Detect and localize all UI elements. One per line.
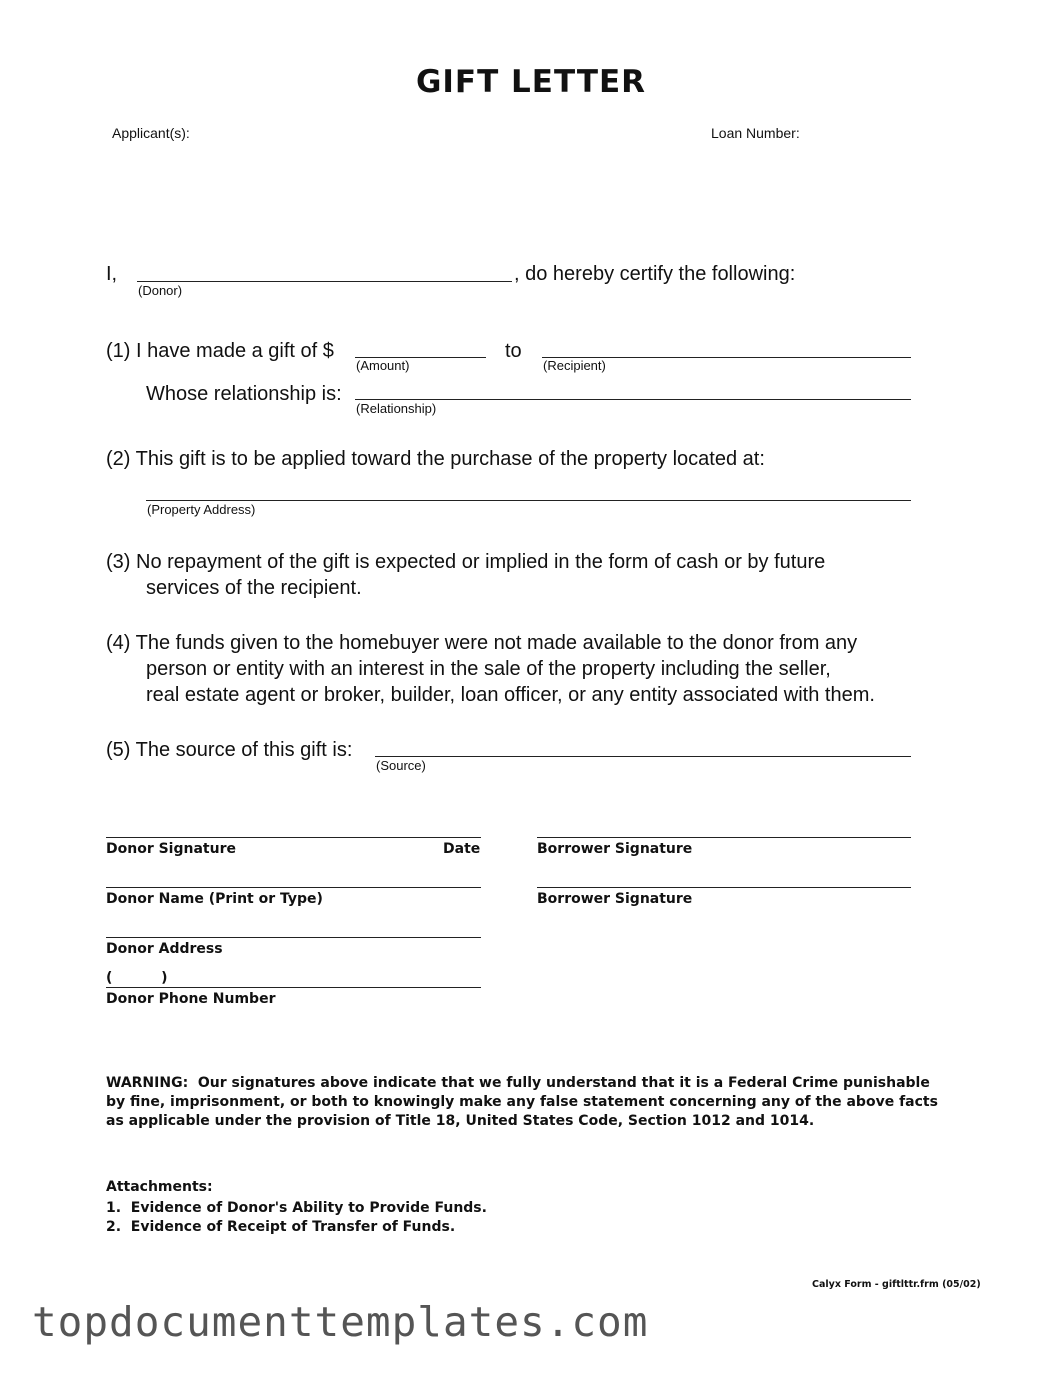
warning-line2: by fine, imprisonment, or both to knowingly make any false statement concerning any of the above facts [106,1094,938,1110]
warning-line3: as applicable under the provision of Title 18, United States Code, Section 1012 and 1014. [106,1113,815,1129]
relationship-text: Whose relationship is: [146,383,342,405]
property-address-caption: (Property Address) [147,502,256,517]
item3-line1: (3) No repayment of the gift is expected or implied in the form of cash or by future [106,551,826,573]
source-caption: (Source) [376,758,426,773]
relationship-line[interactable] [355,399,911,400]
donor-signature-line[interactable] [106,837,481,838]
form-footer: Calyx Form - giftlttr.frm (05/02) [812,1279,981,1290]
item4-line1: (4) The funds given to the homebuyer were not made available to the donor from any [106,632,858,654]
source-line[interactable] [375,756,911,757]
page-title: GIFT LETTER [415,64,647,100]
donor-address-label: Donor Address [106,941,223,957]
recipient-caption: (Recipient) [543,358,606,373]
property-address-line[interactable] [146,500,911,501]
watermark-text: topdocumenttemplates.com [32,1298,649,1346]
warning-line1: WARNING: Our signatures above indicate that we fully understand that it is a Federal Crime punishable [106,1075,930,1091]
intro-suffix: , do hereby certify the following: [514,263,796,285]
item2-text: (2) This gift is to be applied toward the purchase of the property located at: [106,448,765,470]
item4-line3: real estate agent or broker, builder, loan officer, or any entity associated with them. [146,684,875,706]
intro-prefix: I, [106,263,118,285]
date-label: Date [443,841,481,857]
borrower-signature-line-2[interactable] [537,887,911,888]
item4-line2: person or entity with an interest in the sale of the property including the seller, [146,658,831,680]
donor-phone-label: Donor Phone Number [106,991,276,1007]
donor-address-line[interactable] [106,937,481,938]
borrower-signature-label-2: Borrower Signature [537,891,693,907]
attachment-item-1: 1. Evidence of Donor's Ability to Provide Funds. [106,1200,487,1216]
applicants-label: Applicant(s): [112,125,190,141]
donor-name-label: Donor Name (Print or Type) [106,891,323,907]
attachment-item-2: 2. Evidence of Receipt of Transfer of Funds. [106,1219,456,1235]
amount-caption: (Amount) [356,358,410,373]
donor-phone-line[interactable] [106,987,481,988]
relationship-caption: (Relationship) [356,401,437,416]
donor-caption: (Donor) [138,283,183,298]
donor-name-line[interactable] [106,887,481,888]
item5-text: (5) The source of this gift is: [106,739,353,761]
donor-line[interactable] [137,281,512,282]
loan-number-label: Loan Number: [711,125,800,141]
donor-signature-label: Donor Signature [106,841,236,857]
item1-text: (1) I have made a gift of $ [106,340,334,362]
attachments-heading: Attachments: [106,1179,213,1195]
to-text: to [505,340,522,362]
phone-area-code: ( ) [106,970,168,986]
borrower-signature-label-1: Borrower Signature [537,841,693,857]
borrower-signature-line-1[interactable] [537,837,911,838]
item3-line2: services of the recipient. [146,577,362,599]
